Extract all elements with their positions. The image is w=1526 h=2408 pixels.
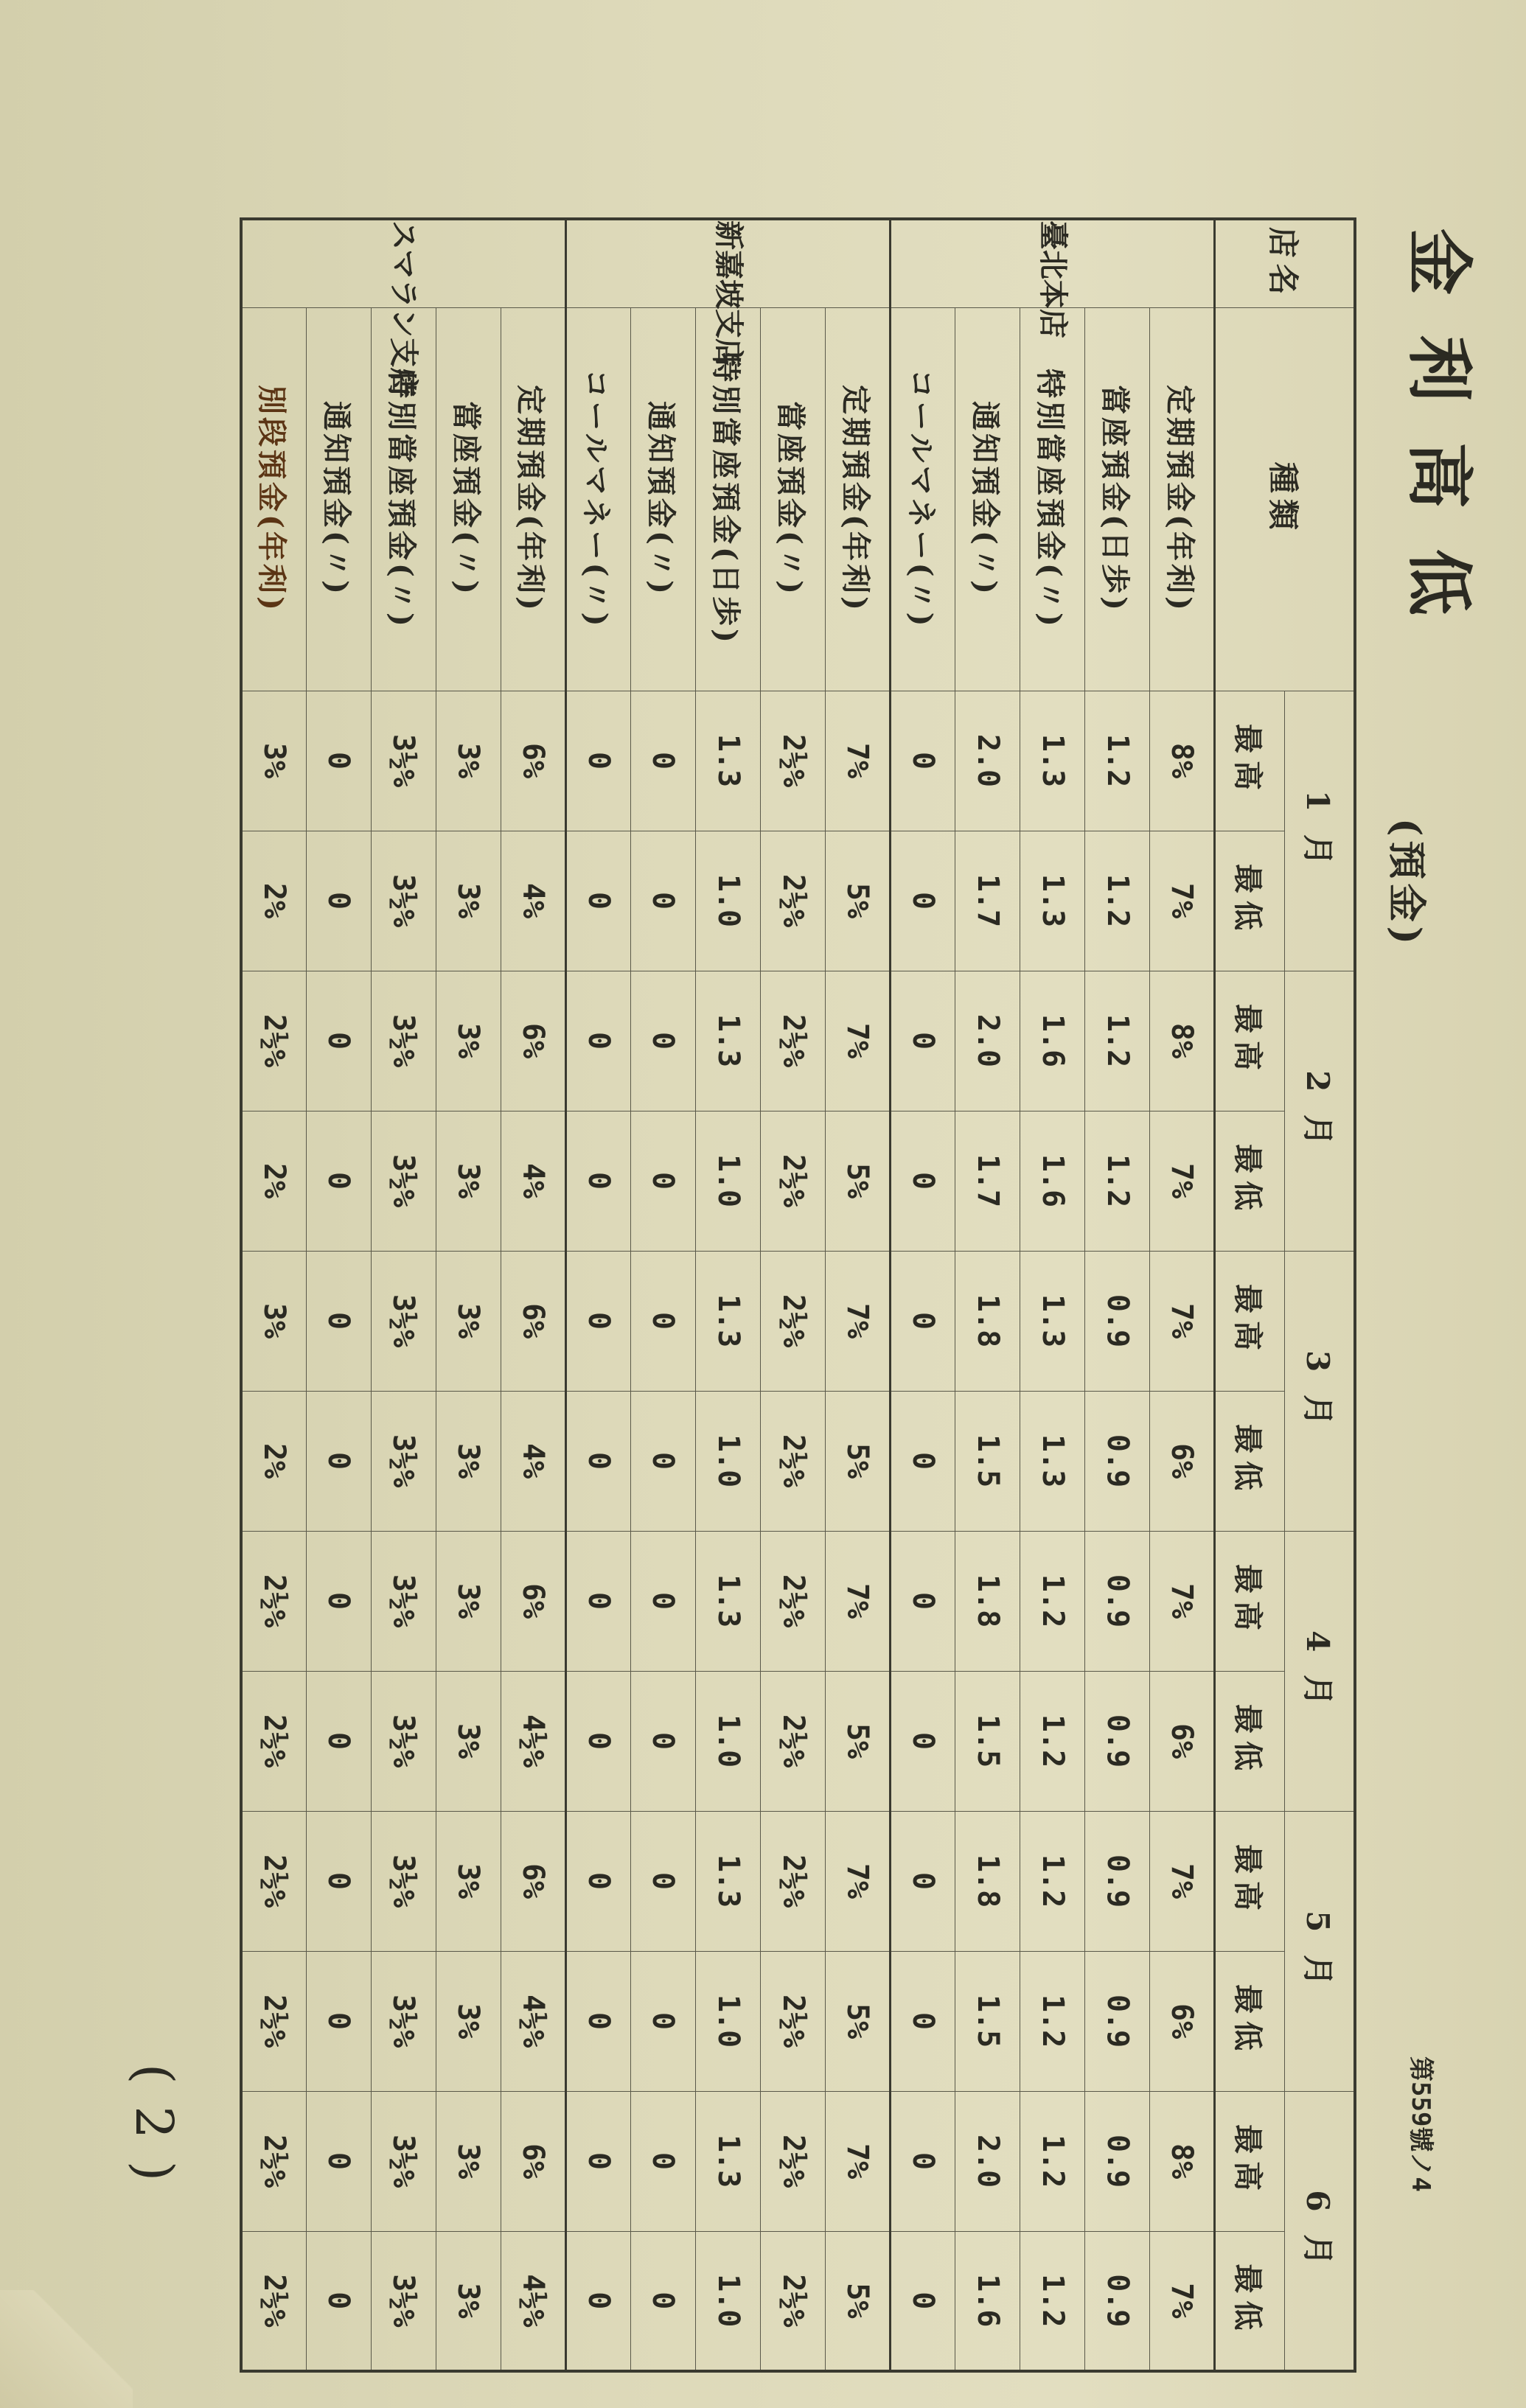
- rate-low-cell: 1.3: [1020, 831, 1085, 971]
- rate-high-cell: 1.2: [1020, 1531, 1085, 1671]
- rate-low-cell: 5%: [826, 2231, 891, 2371]
- rate-high-cell: 1.3: [696, 691, 761, 831]
- rate-low-cell: 5%: [826, 831, 891, 971]
- rate-low-cell: 0: [565, 1391, 630, 1531]
- rate-high-cell: 1.3: [1020, 1251, 1085, 1391]
- rate-high-cell: 1.3: [696, 1531, 761, 1671]
- rate-low-cell: 3½%: [371, 1951, 436, 2091]
- rate-high-cell: 7%: [826, 2091, 891, 2231]
- rate-high-cell: 0: [306, 1251, 371, 1391]
- rate-high-cell: 2.0: [955, 691, 1020, 831]
- high-subheader: 最高: [1215, 1251, 1285, 1391]
- table-row: [891, 219, 955, 2371]
- deposit-type: 當座預金(〃): [761, 307, 826, 691]
- rate-high-cell: 7%: [1150, 1531, 1215, 1671]
- rate-high-cell: 7%: [1150, 1251, 1215, 1391]
- rate-low-cell: 7%: [1150, 831, 1215, 971]
- rate-low-cell: 0: [891, 1671, 955, 1811]
- low-subheader: 最低: [1215, 2231, 1285, 2371]
- month-header: 3 月: [1285, 1251, 1355, 1531]
- rate-low-cell: 2%: [241, 1391, 306, 1531]
- rate-high-cell: 0: [565, 1251, 630, 1391]
- rate-low-cell: 1.0: [696, 2231, 761, 2371]
- rate-high-cell: 6%: [501, 2091, 565, 2231]
- rate-low-cell: 0: [630, 1111, 695, 1251]
- table-row: [1020, 219, 1085, 2371]
- rate-low-cell: 1.0: [696, 1951, 761, 2091]
- rate-high-cell: 6%: [501, 971, 565, 1111]
- rate-high-cell: 2½%: [761, 1251, 826, 1391]
- rate-high-cell: 3%: [436, 1811, 501, 1951]
- month-header: 2 月: [1285, 971, 1355, 1251]
- table-row: [371, 219, 436, 2371]
- rate-low-cell: 1.2: [1020, 1671, 1085, 1811]
- rate-high-cell: 0: [565, 971, 630, 1111]
- high-subheader: 最高: [1215, 971, 1285, 1111]
- deposit-type: 特別當座預金(〃): [371, 307, 436, 691]
- rate-low-cell: 3%: [436, 1671, 501, 1811]
- rate-high-cell: 1.2: [1020, 2091, 1085, 2231]
- rate-low-cell: 2½%: [241, 1671, 306, 1811]
- rate-low-cell: 1.5: [955, 1391, 1020, 1531]
- high-subheader: 最高: [1215, 1531, 1285, 1671]
- rate-high-cell: 0: [891, 971, 955, 1111]
- rate-low-cell: 1.5: [955, 1951, 1020, 2091]
- rate-high-cell: 0: [630, 1531, 695, 1671]
- month-header: 1 月: [1285, 691, 1355, 971]
- rate-high-cell: 1.3: [696, 1251, 761, 1391]
- rate-low-cell: 0: [306, 831, 371, 971]
- rate-low-cell: 3½%: [371, 1391, 436, 1531]
- rate-high-cell: 7%: [826, 971, 891, 1111]
- rate-low-cell: 0.9: [1085, 2231, 1150, 2371]
- rate-low-cell: 0: [565, 1111, 630, 1251]
- low-subheader: 最低: [1215, 1111, 1285, 1251]
- deposit-type: 定期預金(年利): [826, 307, 891, 691]
- rate-high-cell: 3½%: [371, 2091, 436, 2231]
- rate-high-cell: 7%: [826, 1531, 891, 1671]
- rate-low-cell: 0: [306, 1951, 371, 2091]
- rate-high-cell: 0: [565, 1531, 630, 1671]
- rate-low-cell: 1.0: [696, 831, 761, 971]
- rate-high-cell: 3½%: [371, 1251, 436, 1391]
- rate-high-cell: 0: [630, 1811, 695, 1951]
- rate-high-cell: 7%: [826, 1811, 891, 1951]
- rate-high-cell: 3%: [241, 691, 306, 831]
- rate-low-cell: 2½%: [761, 1671, 826, 1811]
- rate-high-cell: 2½%: [761, 691, 826, 831]
- store-column-header: 店名: [1215, 219, 1355, 307]
- rate-high-cell: 3½%: [371, 691, 436, 831]
- rate-low-cell: 2½%: [761, 831, 826, 971]
- rate-high-cell: 1.3: [696, 971, 761, 1111]
- rate-low-cell: 1.2: [1085, 1111, 1150, 1251]
- table-row: [306, 219, 371, 2371]
- table-row: [630, 219, 695, 2371]
- page-subtitle: (預金): [1384, 818, 1429, 949]
- rate-low-cell: 0: [891, 1111, 955, 1251]
- rate-high-cell: 2½%: [241, 1531, 306, 1671]
- rate-low-cell: 0: [306, 1111, 371, 1251]
- rate-low-cell: 3%: [436, 2231, 501, 2371]
- rate-low-cell: 3½%: [371, 1671, 436, 1811]
- month-header: 6 月: [1285, 2091, 1355, 2371]
- rate-high-cell: 8%: [1150, 691, 1215, 831]
- rate-high-cell: 0: [891, 1531, 955, 1671]
- rate-low-cell: 7%: [1150, 1111, 1215, 1251]
- rate-low-cell: 0: [565, 2231, 630, 2371]
- store-name: スマラン支店: [241, 219, 565, 307]
- rate-low-cell: 2%: [241, 1111, 306, 1251]
- low-subheader: 最低: [1215, 831, 1285, 971]
- rate-high-cell: 0.9: [1085, 1251, 1150, 1391]
- rate-low-cell: 5%: [826, 1671, 891, 1811]
- rate-low-cell: 6%: [1150, 1951, 1215, 2091]
- low-subheader: 最低: [1215, 1391, 1285, 1531]
- rate-high-cell: 6%: [501, 1811, 565, 1951]
- rate-high-cell: 3%: [436, 2091, 501, 2231]
- rate-low-cell: 0: [306, 1391, 371, 1531]
- rate-high-cell: 0.9: [1085, 2091, 1150, 2231]
- rate-low-cell: 0.9: [1085, 1671, 1150, 1811]
- high-subheader: 最高: [1215, 2091, 1285, 2231]
- rate-high-cell: 0: [565, 1811, 630, 1951]
- rate-high-cell: 6%: [501, 1251, 565, 1391]
- rate-low-cell: 1.2: [1020, 1951, 1085, 2091]
- rate-high-cell: 1.6: [1020, 971, 1085, 1111]
- deposit-type: 定期預金(年利): [1150, 307, 1215, 691]
- table-row: [761, 219, 826, 2371]
- rate-low-cell: 1.6: [1020, 1111, 1085, 1251]
- rate-high-cell: 0: [306, 691, 371, 831]
- high-subheader: 最高: [1215, 691, 1285, 831]
- table-row: [241, 219, 306, 2371]
- table-row: [436, 219, 501, 2371]
- rate-low-cell: 3%: [436, 1111, 501, 1251]
- rate-high-cell: 1.8: [955, 1251, 1020, 1391]
- rate-high-cell: 3%: [241, 1251, 306, 1391]
- store-name: 新嘉坡支店: [565, 219, 890, 307]
- deposit-type: 當座預金(〃): [436, 307, 501, 691]
- rate-high-cell: 2½%: [241, 1811, 306, 1951]
- rate-low-cell: 1.7: [955, 831, 1020, 971]
- rate-high-cell: 0: [630, 691, 695, 831]
- rate-low-cell: 1.7: [955, 1111, 1020, 1251]
- low-subheader: 最低: [1215, 1671, 1285, 1811]
- month-header: 5 月: [1285, 1811, 1355, 2091]
- rate-low-cell: 3½%: [371, 1111, 436, 1251]
- rate-high-cell: 2.0: [955, 971, 1020, 1111]
- rate-high-cell: 2.0: [955, 2091, 1020, 2231]
- rate-low-cell: 0: [306, 1671, 371, 1811]
- rate-high-cell: 6%: [501, 1531, 565, 1671]
- rate-high-cell: 8%: [1150, 971, 1215, 1111]
- rate-low-cell: 0.9: [1085, 1391, 1150, 1531]
- deposit-type: コールマネー(〃): [565, 307, 630, 691]
- rate-high-cell: 0: [630, 971, 695, 1111]
- rate-low-cell: 0: [630, 2231, 695, 2371]
- rate-high-cell: 7%: [826, 1251, 891, 1391]
- rate-low-cell: 0: [630, 1391, 695, 1531]
- rate-high-cell: 0.9: [1085, 1811, 1150, 1951]
- rate-high-cell: 2½%: [761, 1531, 826, 1671]
- rate-low-cell: 4½%: [501, 1671, 565, 1811]
- rate-high-cell: 1.3: [696, 2091, 761, 2231]
- rate-high-cell: 1.2: [1085, 691, 1150, 831]
- type-column-header: 種類: [1215, 307, 1355, 691]
- rate-low-cell: 0: [891, 2231, 955, 2371]
- rate-high-cell: 2½%: [761, 1811, 826, 1951]
- rate-high-cell: 0: [891, 1811, 955, 1951]
- rate-low-cell: 0.9: [1085, 1951, 1150, 2091]
- rate-high-cell: 0.9: [1085, 1531, 1150, 1671]
- rate-high-cell: 7%: [826, 691, 891, 831]
- rate-low-cell: 4½%: [501, 2231, 565, 2371]
- rate-low-cell: 0: [630, 1951, 695, 2091]
- rate-low-cell: 3%: [436, 831, 501, 971]
- rate-low-cell: 1.2: [1020, 2231, 1085, 2371]
- interest-rate-table: [240, 217, 1356, 2373]
- rate-low-cell: 4%: [501, 1391, 565, 1531]
- rate-low-cell: 7%: [1150, 2231, 1215, 2371]
- rate-low-cell: 2½%: [241, 2231, 306, 2371]
- deposit-type: 通知預金(〃): [630, 307, 695, 691]
- deposit-type: 通知預金(〃): [955, 307, 1020, 691]
- rate-low-cell: 0: [891, 1391, 955, 1531]
- deposit-type: 當座預金(日歩): [1085, 307, 1150, 691]
- rate-low-cell: 5%: [826, 1951, 891, 2091]
- rate-high-cell: 1.3: [1020, 691, 1085, 831]
- rate-low-cell: 0: [565, 1671, 630, 1811]
- rate-low-cell: 6%: [1150, 1671, 1215, 1811]
- high-subheader: 最高: [1215, 1811, 1285, 1951]
- table-row: [1150, 219, 1215, 2371]
- rate-high-cell: 3%: [436, 691, 501, 831]
- page-title: 金利高低: [1400, 228, 1478, 656]
- rate-low-cell: 0: [565, 1951, 630, 2091]
- rate-low-cell: 1.0: [696, 1111, 761, 1251]
- deposit-type: 別段預金(年利): [241, 307, 306, 691]
- rate-low-cell: 2½%: [241, 1951, 306, 2091]
- deposit-type: 通知預金(〃): [306, 307, 371, 691]
- deposit-type: 特別當座預金(〃): [1020, 307, 1085, 691]
- table-row: [696, 219, 761, 2371]
- rate-high-cell: 0: [630, 1251, 695, 1391]
- rate-low-cell: 6%: [1150, 1391, 1215, 1531]
- rate-low-cell: 2½%: [761, 1111, 826, 1251]
- rate-high-cell: 6%: [501, 691, 565, 831]
- rate-high-cell: 2½%: [241, 971, 306, 1111]
- rate-high-cell: 1.8: [955, 1531, 1020, 1671]
- rate-low-cell: 0: [891, 831, 955, 971]
- rate-high-cell: 0: [630, 2091, 695, 2231]
- rate-low-cell: 0: [565, 831, 630, 971]
- deposit-type: 定期預金(年利): [501, 307, 565, 691]
- header-row-months: [1285, 219, 1355, 2371]
- table-row: [501, 219, 565, 2371]
- rate-low-cell: 2½%: [761, 1391, 826, 1531]
- deposit-type: 特別當座預金(日歩): [696, 307, 761, 691]
- rate-low-cell: 1.0: [696, 1391, 761, 1531]
- rate-high-cell: 3½%: [371, 1531, 436, 1671]
- rate-high-cell: 0: [891, 691, 955, 831]
- rate-low-cell: 2%: [241, 831, 306, 971]
- month-header: 4 月: [1285, 1531, 1355, 1811]
- rate-high-cell: 0: [306, 971, 371, 1111]
- rate-low-cell: 0: [306, 2231, 371, 2371]
- rate-low-cell: 1.5: [955, 1671, 1020, 1811]
- rate-low-cell: 3½%: [371, 2231, 436, 2371]
- rate-high-cell: 1.2: [1020, 1811, 1085, 1951]
- rate-high-cell: 7%: [1150, 1811, 1215, 1951]
- rate-high-cell: 3%: [436, 971, 501, 1111]
- rate-low-cell: 4%: [501, 1111, 565, 1251]
- rate-low-cell: 1.0: [696, 1671, 761, 1811]
- rate-high-cell: 0: [306, 1811, 371, 1951]
- rate-high-cell: 3%: [436, 1531, 501, 1671]
- store-name: 臺北本店: [891, 219, 1215, 307]
- page-number: (2): [124, 2064, 184, 2204]
- table-row: [1085, 219, 1150, 2371]
- rate-low-cell: 2½%: [761, 2231, 826, 2371]
- table-row: [565, 219, 630, 2371]
- table-row: [955, 219, 1020, 2371]
- rate-high-cell: 0: [306, 2091, 371, 2231]
- rate-high-cell: 2½%: [761, 2091, 826, 2231]
- rate-low-cell: 1.3: [1020, 1391, 1085, 1531]
- low-subheader: 最低: [1215, 1951, 1285, 2091]
- rate-high-cell: 0: [565, 2091, 630, 2231]
- deposit-type: コールマネー(〃): [891, 307, 955, 691]
- rate-high-cell: 0: [565, 691, 630, 831]
- rate-low-cell: 1.2: [1085, 831, 1150, 971]
- rate-low-cell: 2½%: [761, 1951, 826, 2091]
- rate-high-cell: 1.3: [696, 1811, 761, 1951]
- rate-low-cell: 4%: [501, 831, 565, 971]
- rate-high-cell: 2½%: [241, 2091, 306, 2231]
- rate-low-cell: 3½%: [371, 831, 436, 971]
- rate-high-cell: 3%: [436, 1251, 501, 1391]
- rate-high-cell: 3½%: [371, 1811, 436, 1951]
- document-number: 第559號ノ4: [1406, 2056, 1435, 2192]
- rate-high-cell: 2½%: [761, 971, 826, 1111]
- rate-low-cell: 5%: [826, 1111, 891, 1251]
- rate-low-cell: 0: [630, 1671, 695, 1811]
- rate-high-cell: 1.2: [1085, 971, 1150, 1111]
- rate-high-cell: 3½%: [371, 971, 436, 1111]
- rate-low-cell: 0: [891, 1951, 955, 2091]
- rate-low-cell: 5%: [826, 1391, 891, 1531]
- rate-low-cell: 0: [630, 831, 695, 971]
- rate-low-cell: 1.6: [955, 2231, 1020, 2371]
- table-row: [826, 219, 891, 2371]
- rate-high-cell: 8%: [1150, 2091, 1215, 2231]
- rate-high-cell: 0: [891, 1251, 955, 1391]
- rate-high-cell: 0: [306, 1531, 371, 1671]
- rate-low-cell: 3%: [436, 1391, 501, 1531]
- rate-low-cell: 3%: [436, 1951, 501, 2091]
- rate-high-cell: 1.8: [955, 1811, 1020, 1951]
- rate-low-cell: 4½%: [501, 1951, 565, 2091]
- rate-high-cell: 0: [891, 2091, 955, 2231]
